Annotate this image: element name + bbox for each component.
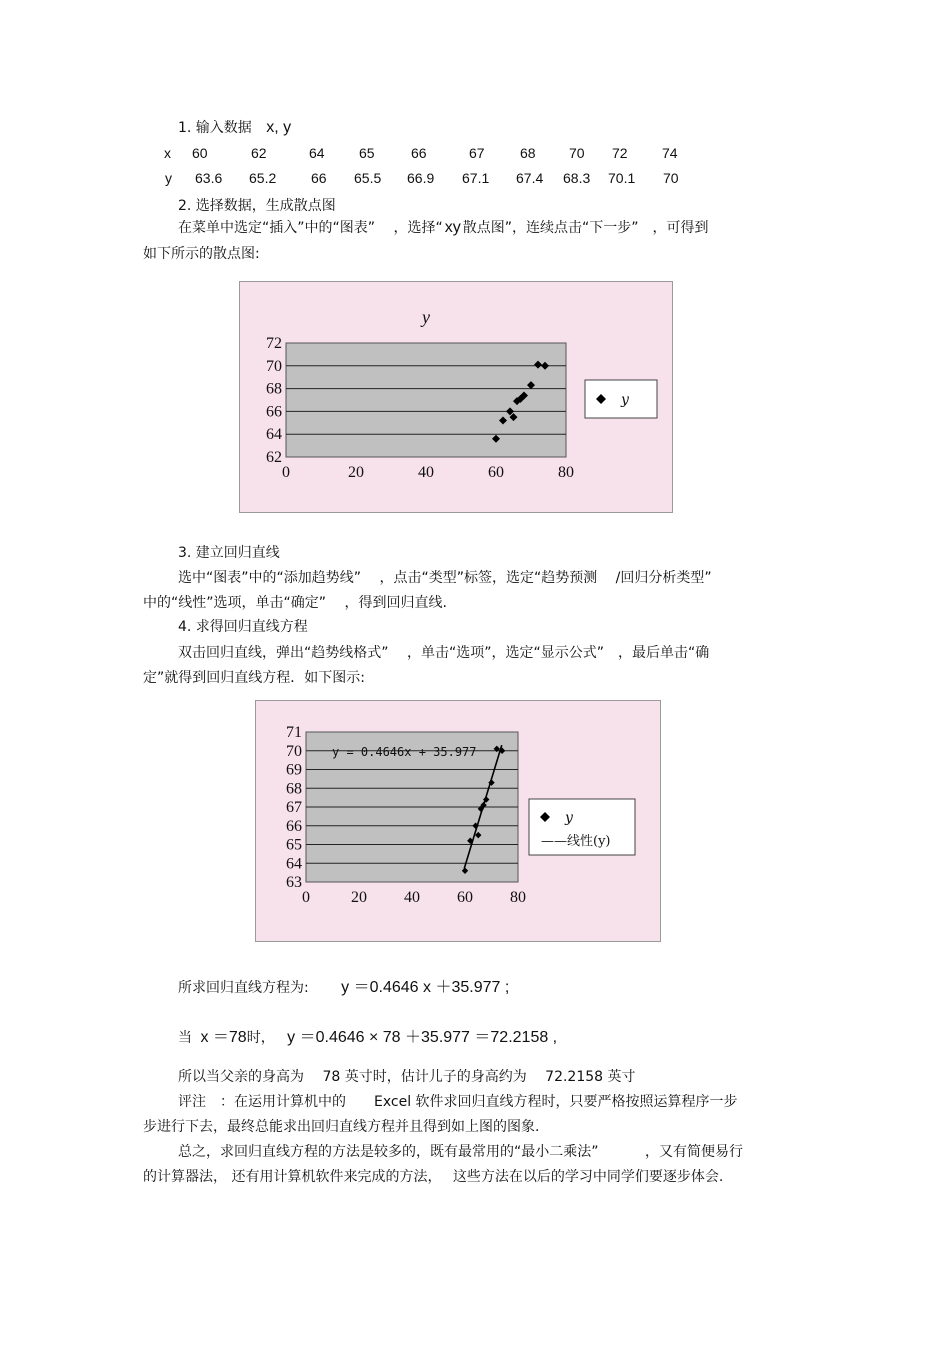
y-tick-label: 64 (266, 426, 282, 444)
x-cell: 65 (359, 145, 375, 161)
step4-text-a: 双击回归直线，弹出“趋势线格式” ，单击“选项”，选定“显示公式” ，最后单击“确 (178, 645, 710, 661)
y-cell: 67.1 (462, 170, 490, 186)
x-row-label: x (164, 145, 171, 161)
y-tick-label: 72 (266, 335, 282, 352)
step2-xy: xy (444, 219, 461, 236)
x-cell: 66 (411, 145, 427, 161)
calc-row (178, 1028, 557, 1048)
calc-equation: y ＝0.4646 × 78 ＋35.977 ＝72.2158 , (287, 1029, 558, 1046)
y-tick-label: 69 (286, 761, 302, 779)
x-cell: 64 (309, 145, 325, 161)
when-x: x ＝78 (200, 1029, 247, 1046)
y-tick-label: 63 (286, 874, 302, 891)
y-cell: 70.1 (608, 170, 636, 186)
x-tick-label: 60 (488, 464, 504, 481)
trendline-chart (255, 700, 661, 942)
y-row-label: y (165, 170, 172, 186)
step4-text-b: 定”就得到回归直线方程．如下图示: (143, 670, 365, 686)
trendline-equation: y = 0.4646x + 35.977 (332, 745, 477, 759)
step2-text-a: 在菜单中选定“插入”中的“图表” ，选择“ (178, 220, 443, 236)
y-cell: 70 (663, 170, 679, 186)
y-tick-label: 65 (286, 836, 302, 854)
x-tick-label: 80 (558, 464, 574, 481)
y-cell: 63.6 (195, 170, 223, 186)
x-cell: 70 (569, 145, 585, 161)
x-tick-label: 20 (348, 464, 364, 481)
y-tick-label: 66 (266, 403, 282, 421)
plot-area (286, 343, 566, 457)
step1-title: 1. 输入数据 (178, 120, 252, 136)
when-text: 当 (178, 1030, 192, 1046)
x-tick-label: 20 (351, 889, 367, 906)
remark-b: 步进行下去，最终总能求出回归直线方程并且得到如上图的图象. (143, 1119, 540, 1135)
x-tick-label: 60 (457, 889, 473, 906)
step3-text-b: 中的“线性”选项，单击“确定” ，得到回归直线. (143, 595, 447, 611)
result-label: 所求回归直线方程为: (178, 980, 309, 996)
x-cell: 72 (612, 145, 628, 161)
chart-title: y (422, 307, 430, 327)
x-cell: 60 (192, 145, 208, 161)
summary-b: 的计算器法， 还有用计算机软件来完成的方法， 这些方法在以后的学习中同学们要逐步体会. (143, 1169, 724, 1185)
y-cell: 68.3 (563, 170, 591, 186)
x-cell: 62 (251, 145, 267, 161)
y-cell: 65.5 (354, 170, 382, 186)
step4-title: 4. 求得回归直线方程 (178, 619, 308, 635)
y-tick-label: 66 (286, 817, 302, 835)
step3-text-a: 选中“图表”中的“添加趋势线” ，点击“类型”标签，选定“趋势预测 /回归分析类型” (178, 570, 712, 586)
y-cell: 66 (311, 170, 327, 186)
x-tick-label: 40 (404, 889, 420, 906)
legend-label: ——线性(y) (541, 834, 611, 849)
scatter-chart-svg (240, 282, 672, 512)
step2-text-b: 散点图”，连续点击“下一步” ，可得到 (462, 220, 709, 236)
y-tick-label: 64 (286, 855, 302, 873)
step2-title: 2. 选择数据，生成散点图 (178, 198, 336, 214)
step3-title: 3. 建立回归直线 (178, 545, 280, 561)
trendline-chart-svg (256, 701, 660, 941)
y-cell: 65.2 (249, 170, 277, 186)
x-cell: 67 (469, 145, 485, 161)
y-tick-label: 68 (266, 380, 282, 398)
when-text-b: 时， (246, 1030, 275, 1046)
conclusion: 所以当父亲的身高为 78 英寸时，估计儿子的身高约为 72.2158 英寸 (178, 1069, 636, 1085)
y-tick-label: 67 (286, 799, 302, 816)
y-tick-label: 70 (266, 357, 282, 375)
y-tick-label: 70 (286, 742, 302, 760)
y-tick-label: 62 (266, 449, 282, 466)
y-cell: 66.9 (407, 170, 435, 186)
result-equation: y ＝0.4646 x ＋35.977 ; (341, 979, 510, 996)
step1-vars: x, y (266, 119, 292, 136)
scatter-chart (239, 281, 673, 513)
result-row (178, 978, 509, 998)
y-tick-label: 71 (286, 724, 302, 741)
x-tick-label: 80 (510, 889, 526, 906)
summary-a: 总之，求回归直线方程的方法是较多的，既有最常用的“最小二乘法” ，又有简便易行 (178, 1144, 743, 1160)
legend-label: y (621, 392, 629, 408)
x-tick-label: 40 (418, 464, 434, 481)
x-cell: 68 (520, 145, 536, 161)
step2-text-c: 如下所示的散点图: (143, 246, 260, 262)
x-tick-label: 0 (282, 464, 290, 481)
x-cell: 74 (662, 145, 678, 161)
legend-label: y (565, 810, 573, 826)
y-tick-label: 68 (286, 780, 302, 798)
x-tick-label: 0 (302, 889, 310, 906)
remark-a: 评注 ：在运用计算机中的 Excel 软件求回归直线方程时，只要严格按照运算程序一步 (178, 1094, 738, 1110)
y-cell: 67.4 (516, 170, 544, 186)
step2-paragraph (178, 218, 708, 238)
step1-heading (178, 118, 291, 138)
